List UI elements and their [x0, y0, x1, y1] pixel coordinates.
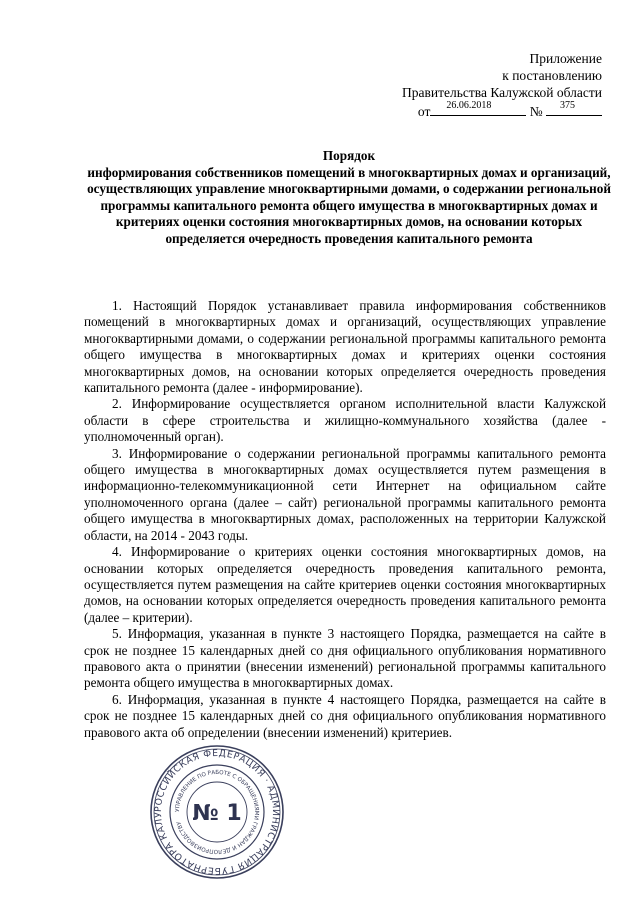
government-label: Правительства Калужской области — [401, 85, 602, 100]
paragraph-6: 6. Информация, указанная в пункте 4 настоящего Порядка, размещается на сайте в срок не позднее 15 календарных дней со дня официального опубликования нормативного правового акта об определении (внесении изменений) критериев. — [84, 691, 606, 740]
seal-graphic — [148, 743, 286, 881]
seal-center-number: № 1 — [192, 801, 242, 826]
paragraph-3: 3. Информирование о содержании региональной программы капитального ремонта общего имущества в многоквартирных домах осуществляется путем размещения в информационно-телекоммуникационной сети Интернет на официальном сайте уполномоченного органа (далее – сайт) региональной программы капитального ремонта общего имущества в многоквартирных домах, расположенных на территории Калужской области, на 2014 - 2043 годы. — [84, 445, 606, 543]
document-header — [402, 50, 602, 120]
document-reference — [402, 100, 602, 120]
seal-outer-text: РОССИЙСКАЯ ФЕДЕРАЦИЯ · АДМИНИСТРАЦИЯ ГУБЕРНАТОРА КАЛУ — [152, 747, 282, 877]
title-heading: Порядок — [322, 148, 376, 163]
number-label: № — [529, 104, 543, 119]
paragraph-1: 1. Настоящий Порядок устанавливает правила информирования собственников помещений в многоквартирных домах и организаций, осуществляющих управление многоквартирными домами, о содержании региональной программы капитального ремонта общего имущества в многоквартирных домах и критериях оценки состояния многоквартирных домов, на основании которых определяется очередность проведения капитального ремонта (далее - информирование). — [84, 298, 606, 396]
title-subtitle: информирования собственников помещений в многоквартирных домах и организаций, осуществляющих управление многоквартирными домами, о содержании региональной программы капитального ремонта общего имущества в многоквартирных домах и критериях оценки состояния многоквартирных домов, на основании которых определяется очередность проведения капитального ремонта — [87, 164, 611, 246]
paragraph-2: 2. Информирование осуществляется органом исполнительной власти Калужской области в сфере строительства и жилищно-коммунального хозяйства (далее - уполномоченный орган). — [84, 396, 606, 445]
document-number: 375 — [560, 100, 575, 111]
document-body — [84, 298, 606, 741]
appendix-label: Приложение — [529, 51, 602, 66]
document-date: 26.06.2018 — [446, 100, 492, 111]
paragraph-4: 4. Информирование о критериях оценки состояния многоквартирных домов, на основании которых определяется очередность проведения капитального ремонта, осуществляется путем размещения на сайте критериев оценки состояния многоквартирных домов, на основании которых определяется очередность проведения капитального ремонта (далее – критерии). — [84, 544, 606, 625]
official-seal — [148, 743, 286, 881]
from-label: от — [417, 104, 431, 119]
paragraph-5: 5. Информация, указанная в пункте 3 настоящего Порядка, размещается на сайте в срок не позднее 15 календарных дней со дня официального опубликования нормативного правового акта о принятии (внесении изменений) региональной программы капитального ремонта общего имущества в многоквартирных домах. — [84, 626, 606, 691]
seal-inner-text: УПРАВЛЕНИЕ ПО РАБОТЕ С ОБРАЩЕНИЯМИ ГРАЖДАН И ДЕЛОПРОИЗВОДСТВУ — [174, 769, 260, 855]
document-title — [84, 148, 614, 247]
resolution-label: к постановлению — [502, 68, 602, 83]
